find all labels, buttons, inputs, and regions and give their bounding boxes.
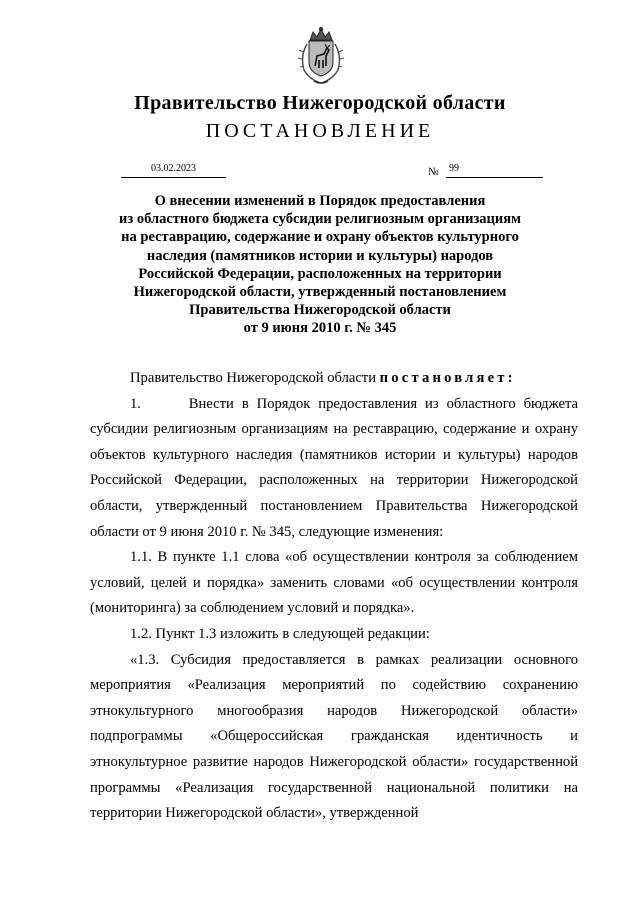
number-sign: № — [428, 166, 439, 178]
organization-name: Правительство Нижегородской области — [134, 92, 506, 114]
title-line: из областного бюджета субсидии религиозным организациям — [119, 211, 521, 228]
title-line: наследия (памятников истории и культуры) народов — [146, 247, 494, 264]
title-line: Правительства Нижегородской области — [189, 302, 451, 319]
title-line: на реставрацию, содержание и охрану объектов культурного — [121, 229, 519, 246]
title-line: от 9 июня 2010 г. № 345 — [243, 320, 397, 337]
paragraph-1-2: 1.2. Пункт 1.3 изложить в следующей редакции: — [130, 625, 430, 642]
intro-prefix: Правительство Нижегородской области — [130, 370, 380, 386]
intro-paragraph — [90, 366, 578, 392]
paragraph-1-1: 1.1. В пункте 1.1 слова «об осуществлении контроля за соблюдением условий, целей и порядка» заменить словами «об осуществлении контроля (мониторинга) за соблюдением условий и порядка». — [90, 549, 578, 617]
paragraph-1-3-quote: «1.3. Субсидия предоставляется в рамках реализации основного мероприятия «Реализация мероприятий по содействию сохранению этнокультурного многообразия народов Нижегородской области» подпрограммы «Общероссийская гражданская идентичность и этнокультурное развитие народов Нижегородской области» государственной программы «Реализация государственной национальной политики на территории Нижегородской области», утвержденной — [90, 651, 578, 822]
document-date: 03.02.2023 — [121, 163, 226, 178]
document-type: ПОСТАНОВЛЕНИЕ — [205, 120, 435, 142]
coat-of-arms-emblem — [296, 26, 346, 86]
title-line: Нижегородской области, утвержденный постановлением — [133, 284, 507, 301]
intro-resolves: постановляет: — [379, 370, 516, 386]
paragraph-1: 1. Внести в Порядок предоставления из областного бюджета субсидии религиозным организациям на реставрацию, содержание и охрану объектов культурного наследия (памятников истории и культуры) народов Российской Федерации, расположенных на территории Нижегородской области, утвержденный постановлением Правительства Нижегородской области от 9 июня 2010 г. № 345, следующие изменения: — [90, 395, 578, 540]
document-title — [100, 192, 540, 338]
document-body — [90, 366, 578, 827]
title-line: Российской Федерации, расположенных на территории — [138, 265, 502, 282]
document-number: 99 — [446, 163, 543, 178]
title-line: О внесении изменений в Порядок предоставления — [154, 193, 486, 209]
